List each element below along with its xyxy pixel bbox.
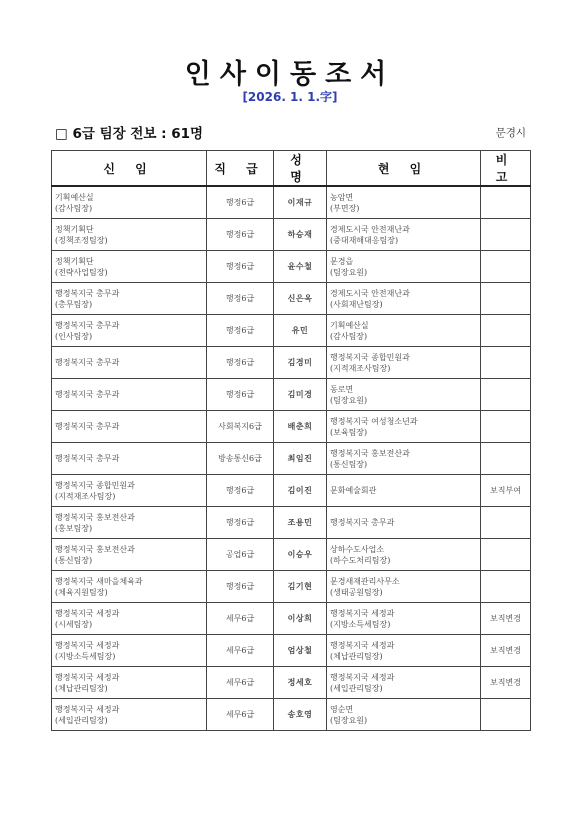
header-current-post: 현 임 — [327, 151, 481, 187]
current-post-cell-line: 행정복지국 여성청소년과 — [330, 416, 418, 426]
current-post-cell-line: (팀장요원) — [330, 395, 368, 405]
note-cell: 보직변경 — [481, 635, 531, 667]
new-post-cell-line: 행정복지국 세정과 — [55, 640, 120, 650]
current-post-cell-line: (생태공원팀장) — [330, 587, 383, 597]
table-row — [52, 507, 531, 539]
new-post-cell — [52, 315, 207, 347]
current-post-cell-line: (중대재해대응팀장) — [330, 235, 399, 245]
table-row — [52, 475, 531, 507]
current-post-cell-line: 영순면 — [330, 704, 354, 714]
new-post-cell-line: 기획예산실 — [55, 192, 94, 202]
note-cell — [481, 315, 531, 347]
new-post-cell — [52, 539, 207, 571]
table-row — [52, 219, 531, 251]
current-post-cell — [327, 443, 481, 475]
new-post-cell-line: 행정복지국 새마을체육과 — [55, 576, 143, 586]
new-post-cell — [52, 507, 207, 539]
rank-cell: 행정6급 — [207, 219, 274, 251]
new-post-cell-line: 행정복지국 총무과 — [55, 288, 120, 298]
current-post-cell-line: (팀장요원) — [330, 715, 368, 725]
new-post-cell-line: 행정복지국 총무과 — [55, 358, 120, 367]
table-row — [52, 251, 531, 283]
rank-cell: 행정6급 — [207, 251, 274, 283]
current-post-cell-line: 동로면 — [330, 384, 354, 394]
new-post-cell-line: 행정복지국 세정과 — [55, 672, 120, 682]
table-row — [52, 667, 531, 699]
current-post-cell — [327, 667, 481, 699]
current-post-cell-line: 문경읍 — [330, 256, 354, 266]
new-post-cell — [52, 219, 207, 251]
note-cell — [481, 186, 531, 219]
new-post-cell-line: (정책조정팀장) — [55, 235, 108, 245]
note-cell — [481, 283, 531, 315]
current-post-cell — [327, 379, 481, 411]
new-post-cell-line: 행정복지국 세정과 — [55, 704, 120, 714]
current-post-cell — [327, 411, 481, 443]
new-post-cell-line: (인사팀장) — [55, 331, 93, 341]
current-post-cell-line: 행정복지국 총무과 — [330, 518, 395, 527]
person-name-cell: 윤수철 — [274, 251, 327, 283]
current-post-cell-line: 경제도시국 안전재난과 — [330, 224, 410, 234]
new-post-cell-line: 정책기획단 — [55, 256, 94, 266]
new-post-cell — [52, 667, 207, 699]
person-name-cell: 김이진 — [274, 475, 327, 507]
note-cell: 보직변경 — [481, 603, 531, 635]
rank-cell: 공업6급 — [207, 539, 274, 571]
note-cell — [481, 443, 531, 475]
new-post-cell-line: 행정복지국 홍보전산과 — [55, 544, 135, 554]
person-name-cell: 배춘희 — [274, 411, 327, 443]
new-post-cell — [52, 251, 207, 283]
rank-cell: 행정6급 — [207, 571, 274, 603]
current-post-cell-line: (체납관리팀장) — [330, 651, 383, 661]
table-row — [52, 347, 531, 379]
new-post-cell-line: (통신팀장) — [55, 555, 93, 565]
new-post-cell — [52, 411, 207, 443]
rank-cell: 세무6급 — [207, 699, 274, 731]
rank-cell: 사회복지6급 — [207, 411, 274, 443]
current-post-cell — [327, 539, 481, 571]
person-name-cell: 김경미 — [274, 347, 327, 379]
note-cell — [481, 699, 531, 731]
new-post-cell-line: (체납관리팀장) — [55, 683, 108, 693]
new-post-cell-line: (감사팀장) — [55, 203, 93, 213]
current-post-cell — [327, 603, 481, 635]
note-cell — [481, 571, 531, 603]
note-cell — [481, 539, 531, 571]
person-name-cell: 이재규 — [274, 186, 327, 219]
person-name-cell: 엄상철 — [274, 635, 327, 667]
new-post-cell — [52, 603, 207, 635]
person-name-cell: 하승재 — [274, 219, 327, 251]
table-row — [52, 539, 531, 571]
current-post-cell-line: 행정복지국 세정과 — [330, 608, 395, 618]
person-name-cell: 조용민 — [274, 507, 327, 539]
new-post-cell-line: 행정복지국 총무과 — [55, 422, 120, 431]
person-name-cell: 신은옥 — [274, 283, 327, 315]
new-post-cell-line: 정책기획단 — [55, 224, 94, 234]
rank-cell: 행정6급 — [207, 507, 274, 539]
new-post-cell — [52, 475, 207, 507]
current-post-cell-line: (통신팀장) — [330, 459, 368, 469]
person-name-cell: 최임진 — [274, 443, 327, 475]
person-name-cell: 김미경 — [274, 379, 327, 411]
rank-cell: 세무6급 — [207, 603, 274, 635]
table-row — [52, 379, 531, 411]
table-header-row — [52, 151, 531, 187]
new-post-cell-line: (전략사업팀장) — [55, 267, 108, 277]
table-row — [52, 699, 531, 731]
table-row — [52, 283, 531, 315]
new-post-cell-line: 행정복지국 총무과 — [55, 454, 120, 463]
current-post-cell — [327, 635, 481, 667]
new-post-cell-line: 행정복지국 총무과 — [55, 320, 120, 330]
current-post-cell-line: (사회재난팀장) — [330, 299, 383, 309]
current-post-cell-line: (팀장요원) — [330, 267, 368, 277]
rank-cell: 행정6급 — [207, 315, 274, 347]
person-name-cell: 이상희 — [274, 603, 327, 635]
table-row — [52, 315, 531, 347]
new-post-cell-line: 행정복지국 홍보전산과 — [55, 512, 135, 522]
new-post-cell-line: (지방소득세팀장) — [55, 651, 116, 661]
new-post-cell — [52, 379, 207, 411]
note-cell — [481, 379, 531, 411]
rank-cell: 행정6급 — [207, 347, 274, 379]
note-cell — [481, 411, 531, 443]
current-post-cell — [327, 315, 481, 347]
new-post-cell — [52, 699, 207, 731]
current-post-cell-line: 행정복지국 세정과 — [330, 672, 395, 682]
note-cell — [481, 347, 531, 379]
header-rank: 직 급 — [207, 151, 274, 187]
document-date: [2026. 1. 1.字] — [242, 90, 338, 104]
person-name-cell: 김기현 — [274, 571, 327, 603]
new-post-cell-line: 행정복지국 종합민원과 — [55, 480, 135, 490]
table-row — [52, 443, 531, 475]
header-new-post: 신 임 — [52, 151, 207, 187]
person-name-cell: 정세호 — [274, 667, 327, 699]
new-post-cell — [52, 443, 207, 475]
table-row — [52, 635, 531, 667]
current-post-cell-line: 상하수도사업소 — [330, 544, 385, 554]
current-post-cell — [327, 283, 481, 315]
new-post-cell — [52, 186, 207, 219]
current-post-cell-line: (세입관리팀장) — [330, 683, 383, 693]
current-post-cell-line: 문화예술회관 — [330, 486, 377, 495]
document-title: 인사이동조서 — [184, 59, 396, 90]
rank-cell: 세무6급 — [207, 667, 274, 699]
table-row — [52, 571, 531, 603]
current-post-cell — [327, 699, 481, 731]
rank-cell: 세무6급 — [207, 635, 274, 667]
rank-cell: 행정6급 — [207, 186, 274, 219]
current-post-cell-line: 행정복지국 세정과 — [330, 640, 395, 650]
current-post-cell-line: (지방소득세팀장) — [330, 619, 391, 629]
header-name: 성 명 — [274, 151, 327, 187]
new-post-cell-line: (홍보팀장) — [55, 523, 93, 533]
rank-cell: 행정6급 — [207, 283, 274, 315]
new-post-cell — [52, 347, 207, 379]
note-cell: 보직부여 — [481, 475, 531, 507]
current-post-cell — [327, 475, 481, 507]
current-post-cell — [327, 186, 481, 219]
table-body — [52, 186, 531, 731]
organization-name: 문경시 — [495, 127, 526, 139]
current-post-cell — [327, 219, 481, 251]
new-post-cell — [52, 635, 207, 667]
current-post-cell-line: 농암면 — [330, 192, 354, 202]
table-row — [52, 186, 531, 219]
new-post-cell-line: (총무팀장) — [55, 299, 93, 309]
note-cell — [481, 507, 531, 539]
new-post-cell — [52, 283, 207, 315]
note-cell: 보직변경 — [481, 667, 531, 699]
person-name-cell: 이승우 — [274, 539, 327, 571]
current-post-cell-line: 문경새재관리사무소 — [330, 576, 400, 586]
rank-cell: 행정6급 — [207, 475, 274, 507]
personnel-table — [51, 150, 531, 731]
rank-cell: 행정6급 — [207, 379, 274, 411]
new-post-cell — [52, 571, 207, 603]
new-post-cell-line: (지적재조사팀장) — [55, 491, 116, 501]
header-note: 비 고 — [481, 151, 531, 187]
rank-cell: 방송통신6급 — [207, 443, 274, 475]
new-post-cell-line: 행정복지국 세정과 — [55, 608, 120, 618]
note-cell — [481, 251, 531, 283]
current-post-cell — [327, 347, 481, 379]
current-post-cell-line: 행정복지국 종합민원과 — [330, 352, 410, 362]
new-post-cell-line: (체육지원팀장) — [55, 587, 108, 597]
section-heading: □ 6급 팀장 전보 : 61명 — [55, 126, 204, 142]
person-name-cell: 송호영 — [274, 699, 327, 731]
current-post-cell-line: 기획예산실 — [330, 320, 369, 330]
new-post-cell-line: (시세팀장) — [55, 619, 93, 629]
current-post-cell — [327, 251, 481, 283]
current-post-cell-line: (하수도처리팀장) — [330, 555, 391, 565]
current-post-cell-line: (지적재조사팀장) — [330, 363, 391, 373]
current-post-cell-line: (부면장) — [330, 203, 360, 213]
current-post-cell-line: (감사팀장) — [330, 331, 368, 341]
table-row — [52, 603, 531, 635]
new-post-cell-line: 행정복지국 총무과 — [55, 390, 120, 399]
current-post-cell — [327, 571, 481, 603]
new-post-cell-line: (세입관리팀장) — [55, 715, 108, 725]
person-name-cell: 유민 — [274, 315, 327, 347]
current-post-cell-line: 경제도시국 안전재난과 — [330, 288, 410, 298]
table-row — [52, 411, 531, 443]
current-post-cell — [327, 507, 481, 539]
current-post-cell-line: (보육팀장) — [330, 427, 368, 437]
note-cell — [481, 219, 531, 251]
current-post-cell-line: 행정복지국 홍보전산과 — [330, 448, 410, 458]
